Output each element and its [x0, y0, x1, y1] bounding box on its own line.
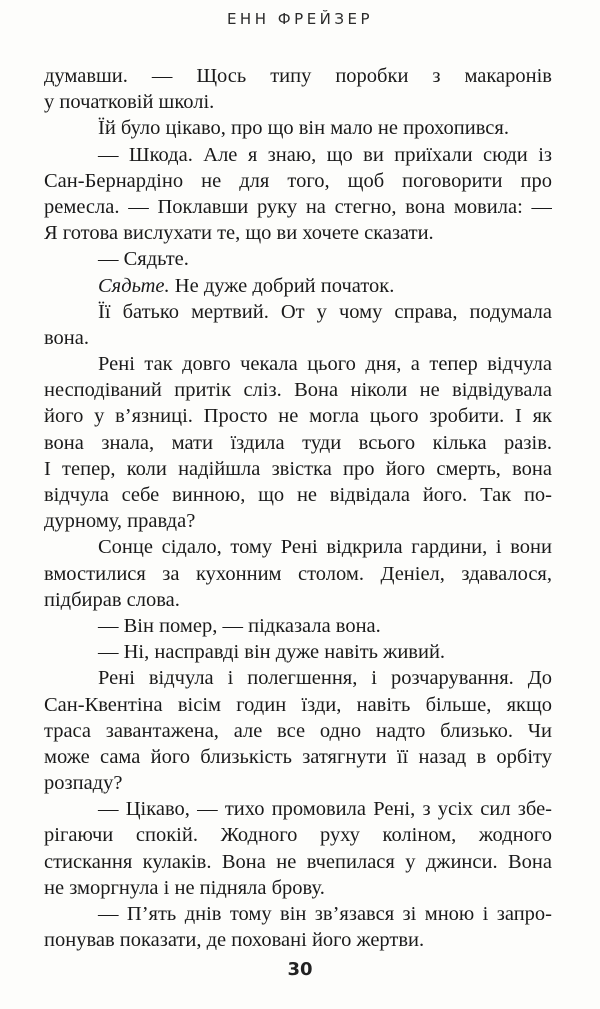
text-line: вона знала, мати їздила туди всього кілька разів.	[44, 431, 552, 454]
text-line: Сан-Квентіна вісім годин їзди, навіть більше, якщо	[44, 693, 552, 716]
text-line: вона.	[44, 326, 89, 349]
text-line: понував показати, де поховані його жертви.	[44, 929, 425, 952]
text-line: стискання кулаків. Вона не вчепилася у джинси. Вона	[44, 850, 552, 873]
text-line: траса завантажена, але все одно надто близько. Чи	[44, 719, 552, 742]
text-line: — Він помер, — підказала вона.	[98, 614, 381, 637]
text-line: Я готова вислухати те, що ви хочете сказати.	[44, 222, 434, 245]
text-line: Її батько мертвий. От у чому справа, подумала	[98, 300, 552, 323]
text-line: — Шкода. Але я знаю, що ви приїхали сюди із	[98, 143, 552, 166]
text-line: розпаду?	[44, 772, 123, 795]
text-line: відчула себе винною, що не відвідала його. Так по-	[44, 484, 552, 506]
text-line: рігаючи спокій. Жодного руху коліном, жодного	[44, 824, 552, 847]
text-line: думавши. — Щось типу поробки з макаронів	[44, 65, 552, 87]
italic-emphasis: Сядьте.	[98, 274, 170, 297]
text-line: його у в’язниці. Просто не могла цього зробити. І як	[44, 405, 552, 428]
running-head: ЕНН ФРЕЙЗЕР	[226, 10, 374, 28]
text-line: у початковій школі.	[44, 91, 215, 114]
body-text	[44, 63, 552, 953]
text-line: Сан-Бернардіно не для того, щоб поговорити про	[44, 169, 552, 192]
text-line: — Цікаво, — тихо промовила Рені, з усіх сил збе-	[98, 798, 552, 821]
text-line: І тепер, коли надійшла звістка про його смерть, вона	[44, 457, 552, 480]
text-line: — Ні, насправді він дуже навіть живий.	[98, 641, 446, 664]
text-line: Сонце сідало, тому Рені відкрила гардини, і вони	[98, 536, 552, 559]
text-line: ремесла. — Поклавши руку на стегно, вона мовила: —	[44, 195, 552, 218]
text-line: може сама його близькість затягнути її назад в орбіту	[44, 745, 552, 768]
text-line: Їй було цікаво, про що він мало не прохопився.	[98, 117, 509, 140]
text-line: Рені відчула і полегшення, і розчарування. До	[98, 667, 552, 690]
text-line	[44, 273, 552, 299]
text-line: несподіваний притік сліз. Вона ніколи не відвідувала	[44, 379, 552, 402]
text-line: підбирав слова.	[44, 588, 180, 611]
text-line: Рені так довго чекала цього дня, а тепер відчула	[98, 353, 552, 376]
text-line: вмостилися за кухонним столом. Деніел, здавалося,	[44, 562, 552, 585]
text-span: Не дуже добрий початок.	[169, 274, 395, 297]
page-number: 30	[287, 959, 313, 980]
text-line: дурному, правда?	[44, 510, 196, 533]
text-line: — П’ять днів тому він зв’язався зі мною і запро-	[98, 903, 552, 925]
text-line: не зморгнула і не підняла брову.	[44, 876, 325, 899]
text-line: — Сядьте.	[98, 248, 189, 271]
